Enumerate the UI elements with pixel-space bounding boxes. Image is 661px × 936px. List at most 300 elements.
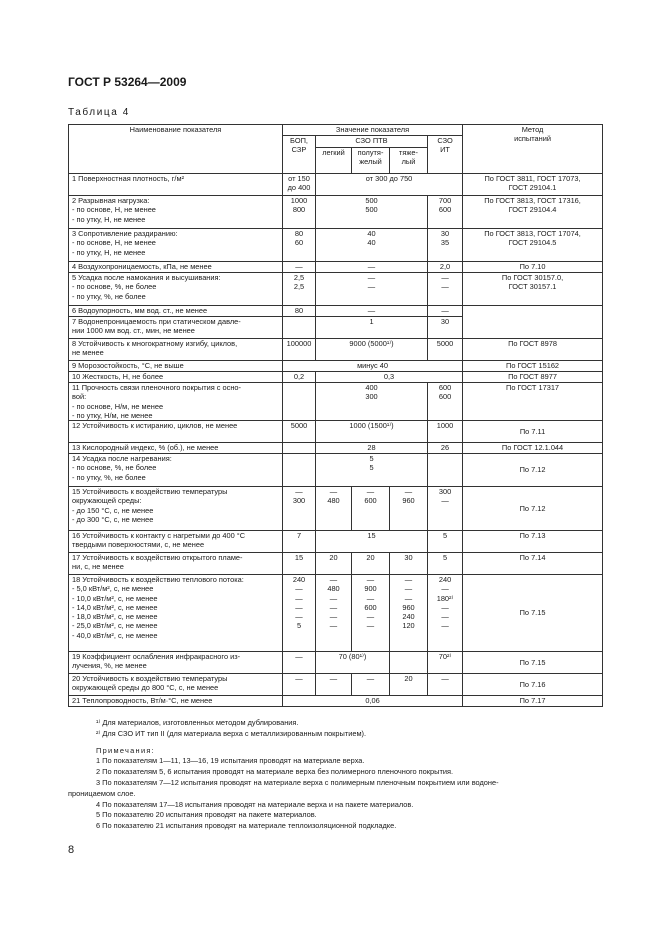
indicator-name [69, 652, 283, 674]
value-bop-line: до 400 [287, 183, 311, 193]
value-szo-it-line: 240 [438, 575, 452, 584]
header-line: полутя- [357, 148, 384, 157]
table-row [69, 174, 603, 196]
indicator-name-line: 18 Устойчивость к воздействию теплового потока: [72, 575, 244, 584]
header-line: желый [359, 157, 382, 167]
value-szo-ptv-line: 5 [369, 454, 374, 463]
test-method-line: По ГОСТ 8977 [508, 372, 557, 381]
table-row [69, 454, 603, 487]
value-bop [283, 443, 316, 454]
value-light-line: — [329, 593, 338, 603]
value-szo-it-line: 30 [440, 317, 450, 326]
value-szo-ptv-line: — [367, 282, 376, 292]
indicator-name-line: окружающей среды до 800 °С, с, не менее [72, 683, 219, 693]
indicator-name [69, 262, 283, 273]
value-szo-ptv [316, 421, 428, 443]
indicator-name-line: твердыми поверхностями, с, не менее [72, 540, 205, 550]
indicator-name-line: 11 Прочность связи пленочного покрытия с осно- [72, 383, 241, 392]
value-szo-it-line: — [441, 674, 449, 683]
header-bop [283, 136, 316, 174]
test-method-line: ГОСТ 29104.5 [508, 238, 557, 248]
value-szo-it-line: 1000 [436, 421, 454, 430]
indicator-name-line: - 5,0 кВт/м², с, не менее [72, 584, 154, 594]
value-szo-ptv [316, 454, 428, 487]
table-row [69, 196, 603, 229]
test-method [463, 652, 603, 674]
value-bop [283, 317, 316, 339]
value-szo-ptv [316, 306, 428, 317]
indicator-name-line: ни, с, не менее [72, 562, 124, 572]
test-method-line: По 7.10 [519, 262, 546, 271]
indicator-name-line: - по утку, Н/м, не менее [72, 410, 153, 420]
value-szo-it-line: — [441, 612, 449, 621]
test-method [463, 273, 603, 306]
note-item: 3 По показателям 7—12 испытания проводят на материале верха с полимерным пленочным покрытием или водоне- [96, 777, 499, 787]
value-heavy-line: — [404, 575, 413, 584]
test-method-line: По 7.16 [519, 679, 546, 689]
note-item: 1 По показателям 1—11, 13—16, 19 испытания проводят на материале верха. [96, 756, 365, 766]
header-szo-it [428, 136, 463, 174]
test-method-line: ГОСТ 29104.1 [508, 183, 557, 193]
value-bop-line: от 150 [288, 174, 310, 183]
indicator-name-line: - по основе, Н/м, не менее [72, 401, 164, 411]
indicator-name-line: - по основе, Н, не менее [72, 238, 156, 248]
test-method-line: ГОСТ 30157.1 [508, 282, 557, 292]
test-method-line: По ГОСТ 8978 [508, 339, 557, 348]
requirements-table [68, 124, 603, 707]
table-row [69, 652, 603, 674]
value-szo-ptv [316, 229, 428, 262]
value-szo-ptv [316, 317, 428, 339]
note-item: 5 По показателю 20 испытания проводят на пакете материалов. [96, 810, 317, 820]
indicator-name-line: нии 1000 мм вод. ст., мин, не менее [72, 326, 195, 336]
indicator-name-line: не менее [72, 348, 104, 358]
indicator-name-line: 8 Устойчивость к многократному изгибу, циклов, [72, 339, 238, 348]
value-merged-line: от 300 до 750 [365, 174, 413, 183]
value-merged-line: минус 40 [357, 361, 388, 370]
test-method [463, 306, 603, 339]
value-heavy-line: 30 [404, 553, 413, 562]
test-method-line: По ГОСТ 12.1.044 [501, 443, 564, 452]
test-method [463, 174, 603, 196]
indicator-name-line: - по утку, Н, не менее [72, 247, 146, 257]
value-light-semiheavy-line: 70 (80¹⁾) [338, 652, 367, 661]
value-szo-ptv [316, 196, 428, 229]
indicator-name-line: 12 Устойчивость к истиранию, циклов, не менее [72, 421, 238, 430]
table-row [69, 443, 603, 454]
value-szo-it [428, 454, 463, 487]
indicator-name-line: 5 Усадка после намокания и высушивания: [72, 273, 221, 282]
table-row [69, 421, 603, 443]
header-line: БОП, [290, 136, 308, 145]
table-row [69, 531, 603, 553]
value-merged [316, 372, 463, 383]
value-bop [283, 273, 316, 306]
value-semiheavy [352, 553, 390, 575]
value-merged [283, 361, 463, 372]
value-heavy-line: 960 [402, 602, 415, 612]
value-szo-ptv [316, 443, 428, 454]
note-item: 2 По показателям 5, 6 испытания проводят на материале верха без полимерного пленочного покрытия. [96, 767, 454, 777]
value-szo-ptv-line: 400 [365, 383, 378, 392]
value-semiheavy [352, 575, 390, 652]
document-header: ГОСТ Р 53264—2009 [68, 75, 187, 89]
value-semiheavy [352, 674, 390, 696]
value-bop-line: — [295, 652, 303, 661]
value-szo-it-line: 2,0 [439, 262, 451, 271]
indicator-name [69, 443, 283, 454]
test-method-line: По 7.12 [519, 503, 546, 513]
test-method-line: По 7.15 [519, 657, 546, 667]
indicator-name [69, 383, 283, 421]
value-szo-it-line: 600 [438, 383, 452, 392]
header-line: лый [401, 157, 416, 167]
value-bop-line: 5000 [290, 421, 308, 430]
indicator-name [69, 696, 283, 707]
table-row [69, 575, 603, 652]
value-light-line: — [329, 674, 338, 683]
indicator-name [69, 487, 283, 531]
value-merged [316, 174, 463, 196]
value-semiheavy-line: — [366, 575, 375, 584]
value-szo-it [428, 317, 463, 339]
indicator-name-line: - 14,0 кВт/м², с, не менее [72, 602, 158, 612]
value-szo-it-line: — [441, 282, 449, 292]
value-szo-it [428, 306, 463, 317]
value-szo-ptv [316, 339, 428, 361]
indicator-name [69, 421, 283, 443]
header-value: Значение показателя [283, 125, 463, 136]
test-method [463, 372, 603, 383]
indicator-name-line: 1 Поверхностная плотность, г/м² [72, 174, 185, 183]
table-row [69, 696, 603, 707]
value-szo-it-line: 700 [438, 196, 452, 205]
value-semiheavy-line: — [366, 674, 375, 683]
value-bop-line: 80 [294, 306, 304, 315]
value-szo-ptv-line: 500 [365, 205, 378, 215]
indicator-name-line: - 18,0 кВт/м², с, не менее [72, 612, 158, 621]
indicator-name-line: 14 Усадка после нагревания: [72, 454, 172, 463]
table-row [69, 306, 603, 317]
test-method-line: По 7.13 [519, 531, 546, 540]
value-szo-it [428, 262, 463, 273]
value-heavy [390, 553, 428, 575]
test-method [463, 487, 603, 531]
value-szo-ptv-line: 300 [365, 392, 378, 402]
value-szo-it-line: 26 [440, 443, 450, 452]
indicator-name-line: 13 Кислородный индекс, % (об.), не менее [72, 443, 219, 452]
page-number: 8 [68, 844, 75, 856]
value-heavy-line: 20 [404, 674, 413, 683]
value-bop-line: 300 [292, 496, 306, 506]
value-szo-ptv-line: — [367, 273, 376, 282]
indicator-name-line: 7 Водонепроницаемость при статическом давле- [72, 317, 241, 326]
value-bop [283, 174, 316, 196]
test-method [463, 383, 603, 421]
value-szo-it [428, 575, 463, 652]
table-row [69, 273, 603, 306]
value-bop-line: 240 [292, 575, 306, 584]
test-method-line: ГОСТ 29104.4 [508, 205, 557, 215]
test-method-line: По 7.15 [519, 608, 546, 618]
indicator-name [69, 531, 283, 553]
value-szo-it [428, 652, 463, 674]
header-line: ИТ [440, 145, 450, 155]
value-light [316, 674, 352, 696]
indicator-name [69, 361, 283, 372]
value-bop-line: — [295, 262, 303, 271]
value-bop-line: 2,5 [293, 282, 305, 292]
test-method-line: По 7.12 [519, 465, 546, 475]
indicator-name-line: 2 Разрывная нагрузка: [72, 196, 150, 205]
value-bop [283, 575, 316, 652]
indicator-name-line: - 10,0 кВт/м², с, не менее [72, 593, 158, 603]
indicator-name [69, 372, 283, 383]
value-szo-it-line: 35 [440, 238, 450, 248]
value-bop [283, 306, 316, 317]
indicator-name-line: 3 Сопротивление раздиранию: [72, 229, 178, 238]
note-item: 4 По показателям 17—18 испытания проводят на материале верха и на пакете материалов. [96, 799, 414, 809]
indicator-name [69, 339, 283, 361]
indicator-name-line: 9 Морозостойкость, °С, не выше [72, 361, 184, 370]
value-semiheavy [352, 487, 390, 531]
table-row [69, 262, 603, 273]
value-semiheavy-line: 600 [364, 602, 377, 612]
value-light-line: — [329, 602, 338, 612]
header-line: испытаний [514, 134, 551, 144]
value-merged-line: 0,06 [365, 696, 380, 705]
value-light-line: 480 [327, 496, 340, 506]
value-szo-ptv-line: — [367, 306, 376, 315]
footnote: ¹⁾ Для материалов, изготовленных методом дублирования. [96, 718, 299, 727]
indicator-name [69, 454, 283, 487]
header-szo-ptv: СЗО ПТВ [316, 136, 428, 148]
value-heavy [390, 674, 428, 696]
indicator-name-line: - 25,0 кВт/м², с, не менее [72, 621, 158, 631]
value-light [316, 553, 352, 575]
value-szo-it-line: 5 [442, 531, 448, 540]
value-heavy-line: 960 [402, 496, 415, 506]
test-method [463, 229, 603, 262]
value-szo-it [428, 339, 463, 361]
header-light: легкий [316, 148, 352, 174]
table-row [69, 674, 603, 696]
test-method-line: По 7.14 [519, 553, 546, 562]
value-szo-ptv-line: — [367, 262, 376, 271]
table-caption: Таблица 4 [68, 107, 130, 118]
value-bop-line: — [295, 612, 303, 621]
value-szo-it [428, 443, 463, 454]
indicator-name-line: - по основе, %, не более [72, 463, 157, 473]
header-line: СЗО [437, 136, 453, 145]
value-szo-it [428, 196, 463, 229]
value-szo-it [428, 674, 463, 696]
indicator-name-line: - до 150 °С, с, не менее [72, 505, 154, 515]
table-row [69, 383, 603, 421]
note-item: 6 По показателю 21 испытания проводят на материале теплоизоляционной подкладке. [96, 821, 397, 831]
value-bop-line: — [295, 674, 303, 683]
value-szo-ptv-line: 28 [367, 443, 376, 452]
indicator-name-line: - по утку, %, не более [72, 472, 146, 482]
test-method-line: По ГОСТ 30157.0, [501, 273, 564, 282]
value-szo-it [428, 421, 463, 443]
value-heavy [390, 652, 428, 674]
value-szo-it-line: 600 [438, 392, 452, 402]
value-szo-it [428, 273, 463, 306]
indicator-name-line: 19 Коэффициент ослабления инфракрасного из- [72, 652, 241, 661]
value-szo-it-line: 600 [438, 205, 452, 215]
header-semiheavy [352, 148, 390, 174]
header-line: СЗР [291, 145, 307, 155]
indicator-name-line: - по утку, Н, не менее [72, 214, 146, 224]
test-method [463, 553, 603, 575]
value-bop [283, 454, 316, 487]
value-szo-it [428, 229, 463, 262]
value-light-line: 20 [329, 553, 338, 562]
indicator-name [69, 317, 283, 339]
value-bop [283, 383, 316, 421]
indicator-name-line: 6 Водоупорность, мм вод. ст., не менее [72, 306, 208, 315]
test-method [463, 531, 603, 553]
value-szo-ptv [316, 383, 428, 421]
header-method [463, 125, 603, 174]
indicator-name-line: 20 Устойчивость к воздействию температуры [72, 674, 228, 683]
value-bop [283, 553, 316, 575]
value-bop-line: — [295, 593, 303, 603]
test-method [463, 421, 603, 443]
test-method-line: По 7.17 [519, 696, 546, 705]
test-method-line: По ГОСТ 17317 [506, 383, 560, 392]
value-szo-it [428, 531, 463, 553]
test-method-line: По 7.11 [519, 426, 546, 436]
value-bop-line: 100000 [286, 339, 312, 348]
value-szo-it-line: 300 [438, 487, 452, 496]
test-method [463, 696, 603, 707]
test-method [463, 196, 603, 229]
value-szo-ptv-line: 500 [365, 196, 378, 205]
value-szo-ptv [316, 531, 428, 553]
value-szo-ptv-line: 1000 (1500¹⁾) [349, 421, 394, 430]
value-semiheavy-line: 900 [364, 584, 377, 594]
value-bop [283, 487, 316, 531]
value-bop [283, 262, 316, 273]
indicator-name-line: окружающей среды: [72, 496, 142, 506]
value-light-line: — [329, 575, 338, 584]
value-light [316, 487, 352, 531]
indicator-name [69, 575, 283, 652]
value-bop-line: — [295, 584, 303, 594]
test-method [463, 674, 603, 696]
test-method [463, 361, 603, 372]
indicator-name-line: - по основе, %, не более [72, 282, 157, 292]
indicator-name [69, 174, 283, 196]
value-szo-it-line: — [441, 273, 449, 282]
value-light-line: — [329, 621, 338, 631]
value-heavy-line: — [404, 593, 413, 603]
value-light [316, 575, 352, 652]
value-szo-ptv [316, 262, 428, 273]
table-row [69, 372, 603, 383]
value-heavy [390, 487, 428, 531]
indicator-name [69, 229, 283, 262]
test-method [463, 454, 603, 487]
indicator-name-line: вой: [72, 392, 87, 402]
value-bop-line: — [295, 602, 303, 612]
value-szo-it-line: 5000 [436, 339, 454, 348]
value-light-line: — [329, 487, 338, 496]
value-szo-it-line: — [441, 602, 449, 612]
value-bop-line: 0,2 [293, 372, 305, 381]
test-method-line: По ГОСТ 15162 [506, 361, 560, 370]
value-szo-it-line: 30 [440, 229, 450, 238]
value-heavy-line: 120 [402, 621, 415, 631]
value-szo-ptv-line: 5 [369, 463, 374, 473]
value-szo-it-line: — [441, 496, 449, 506]
indicator-name [69, 674, 283, 696]
value-szo-it-line: 180²⁾ [436, 593, 454, 603]
value-szo-it-line: — [441, 621, 449, 631]
value-szo-it [428, 487, 463, 531]
value-szo-ptv-line: 40 [367, 229, 376, 238]
value-szo-ptv-line: 9000 (5000¹⁾) [349, 339, 394, 348]
value-light-line: 480 [327, 584, 340, 594]
indicator-name-line: - до 300 °С, с, не менее [72, 514, 154, 524]
indicator-name-line: 10 Жесткость, Н, не более [72, 372, 164, 381]
table-row [69, 553, 603, 575]
value-szo-ptv [316, 273, 428, 306]
notes-title: Примечания: [96, 745, 156, 755]
value-light-line: — [329, 612, 338, 621]
value-bop [283, 229, 316, 262]
indicator-name [69, 196, 283, 229]
indicator-name [69, 306, 283, 317]
indicator-name-line: 4 Воздухопроницаемость, кПа, не менее [72, 262, 212, 271]
value-szo-it-line: — [441, 306, 449, 315]
indicator-name-line: 21 Теплопроводность, Вт/м·°С, не менее [72, 696, 213, 705]
value-szo-it-line: — [441, 584, 449, 594]
value-bop [283, 674, 316, 696]
value-bop-line: 80 [294, 229, 304, 238]
value-bop-line: 2,5 [293, 273, 305, 282]
test-method [463, 262, 603, 273]
value-bop-line: 7 [296, 531, 302, 540]
indicator-name [69, 273, 283, 306]
test-method [463, 443, 603, 454]
table-row [69, 339, 603, 361]
indicator-name [69, 553, 283, 575]
value-bop [283, 652, 316, 674]
indicator-name-line: 17 Устойчивость к воздействию открытого пламе- [72, 553, 243, 562]
value-bop [283, 531, 316, 553]
header-name: Наименование показателя [69, 125, 283, 174]
indicator-name-line: - по утку, %, не более [72, 291, 146, 301]
header-line: тяже- [399, 148, 418, 157]
note-item: проницаемом слое. [68, 788, 136, 798]
value-bop-line: 1000 [290, 196, 308, 205]
notes-block [68, 718, 602, 832]
value-bop [283, 372, 316, 383]
value-heavy-line: 240 [402, 612, 415, 621]
value-semiheavy-line: — [366, 487, 375, 496]
indicator-name-line: лучения, %, не менее [72, 661, 147, 671]
value-heavy-line: — [404, 584, 413, 594]
value-bop-line: 800 [292, 205, 306, 215]
value-semiheavy-line: — [366, 612, 375, 621]
value-bop-line: — [295, 487, 303, 496]
table-row [69, 487, 603, 531]
indicator-name-line: - по основе, Н, не менее [72, 205, 156, 215]
value-semiheavy-line: 20 [366, 553, 375, 562]
